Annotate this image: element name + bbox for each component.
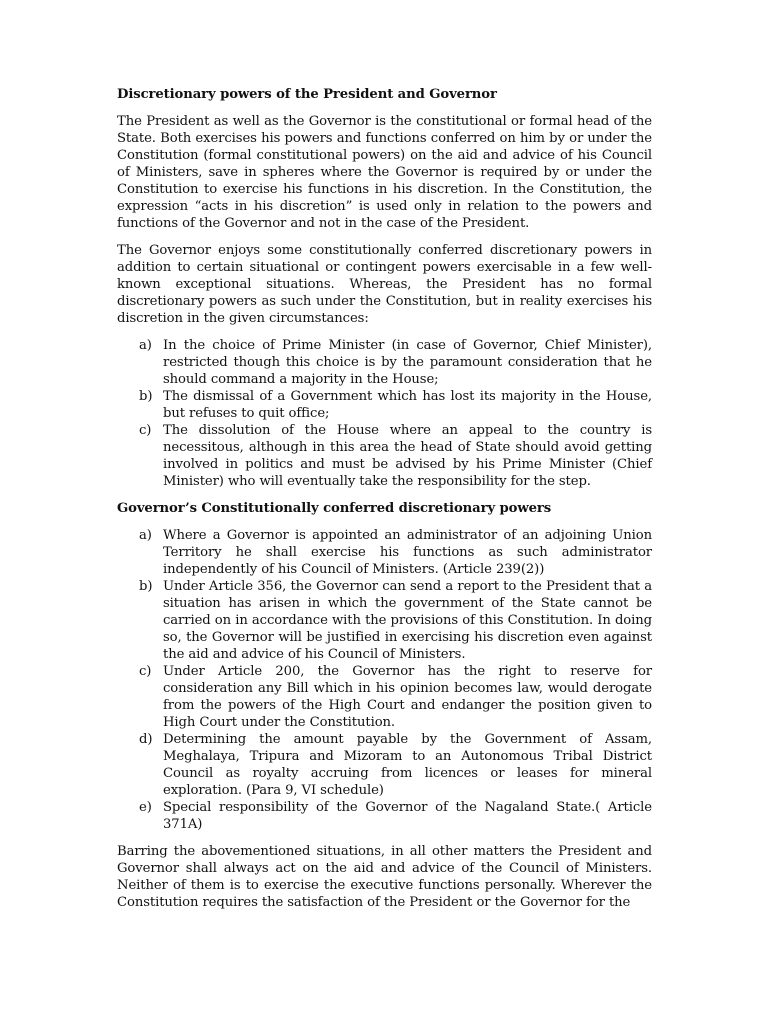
list-marker: c) (139, 664, 152, 679)
intro-paragraph-2: The Governor enjoys some constitutionally conferred discretionary powers in addition to certain situational or contingent powers exercisable in a few well-known exceptional situations. Whereas, the President has no formal discretionary powers as such under the Constitution, but in reality exercises his discretion in the given circumstances: (117, 243, 652, 326)
list-item-text: The dissolution of the House where an appeal to the country is necessitous, although in this area the head of State should avoid getting involved in politics and must be advised by his Prime Minister (Chief Minister) who will eventually take the responsibility for the step. (163, 423, 652, 489)
section-title: Governor’s Constitutionally conferred discretionary powers (117, 501, 552, 516)
list-marker: e) (139, 800, 152, 815)
list-item-text: Where a Governor is appointed an administrator of an adjoining Union Territory he shall exercise his functions as such administrator independently of his Council of Ministers. (Article 239(2)) (163, 528, 652, 577)
president-discretion-list (117, 337, 652, 490)
list-marker: d) (139, 732, 153, 747)
list-item (117, 731, 652, 799)
list-item-text: Special responsibility of the Governor of the Nagaland State.( Article 371A) (163, 800, 652, 832)
intro-paragraph-1: The President as well as the Governor is the constitutional or formal head of the State. Both exercises his powers and functions conferred on him by or under the Constitution (formal constitutional powers) on the aid and advice of his Council of Ministers, save in spheres where the Governor is required by or under the Constitution to exercise his functions in his discretion. In the Constitution, the expression “acts in his discretion” is used only in relation to the powers and functions of the Governor and not in the case of the President. (117, 114, 652, 231)
list-item (117, 578, 652, 663)
document-title: Discretionary powers of the President and Governor (117, 87, 497, 102)
list-item-text: Under Article 200, the Governor has the right to reserve for consideration any Bill which in his opinion becomes law, would derogate from the powers of the High Court and endanger the position given to High Court under the Constitution. (163, 664, 652, 730)
list-item (117, 799, 652, 833)
list-item-text: Determining the amount payable by the Government of Assam, Meghalaya, Tripura and Mizoram to an Autonomous Tribal District Council as royalty accruing from licences or leases for mineral exploration. (Para 9, VI schedule) (163, 732, 652, 798)
list-item (117, 527, 652, 578)
list-marker: c) (139, 423, 152, 438)
list-item (117, 337, 652, 388)
document-page (117, 86, 652, 921)
list-item-text: The dismissal of a Government which has lost its majority in the House, but refuses to quit office; (163, 389, 652, 421)
list-item (117, 422, 652, 490)
governor-discretion-list (117, 527, 652, 833)
list-item (117, 663, 652, 731)
list-marker: b) (139, 579, 153, 594)
list-marker: b) (139, 389, 153, 404)
list-item-text: In the choice of Prime Minister (in case of Governor, Chief Minister), restricted though this choice is by the paramount consideration that he should command a majority in the House; (163, 338, 652, 387)
list-item-text: Under Article 356, the Governor can send a report to the President that a situation has arisen in which the government of the State cannot be carried on in accordance with the provisions of this Constitution. In doing so, the Governor will be justified in exercising his discretion even against the aid and advice of his Council of Ministers. (163, 579, 652, 662)
list-marker: a) (139, 528, 152, 543)
list-item (117, 388, 652, 422)
list-marker: a) (139, 338, 152, 353)
closing-paragraph: Barring the abovementioned situations, in all other matters the President and Governor shall always act on the aid and advice of the Council of Ministers. Neither of them is to exercise the executive functions personally. Wherever the Constitution requires the satisfaction of the President or the Governor for the (117, 844, 652, 910)
